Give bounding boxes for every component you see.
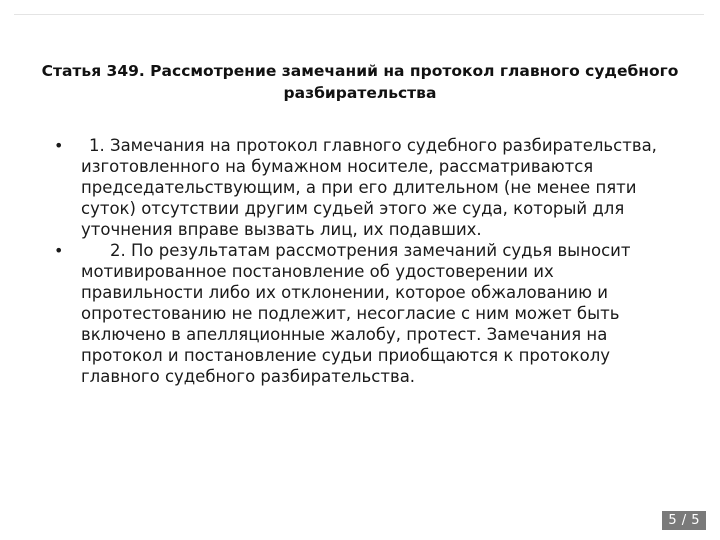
bullet-text: 1. Замечания на протокол главного судебного разбирательства, изготовленного на бумажном носителе, рассматриваются председательствующим, а при его длительном (не менее пяти суток) отсутствии другим судьей этого же суда, который для уточнения вправе вызвать лиц, их подавших. xyxy=(81,136,657,239)
bullet-list xyxy=(50,135,680,387)
list-item xyxy=(50,135,680,240)
page-counter: 5 / 5 xyxy=(662,511,706,530)
bullet-marker: • xyxy=(54,241,64,260)
bullet-marker: • xyxy=(54,136,64,155)
list-item xyxy=(50,240,680,387)
bullet-text: 2. По результатам рассмотрения замечаний судья выносит мотивированное постановление об удостоверении их правильности либо их отклонении, которое обжалованию и опротестованию не подлежит, несогласие с ним может быть включено в апелляционные жалобу, протест. Замечания на протокол и постановление судьи приобщаются к протоколу главного судебного разбирательства. xyxy=(81,241,631,386)
slide-title: Статья 349. Рассмотрение замечаний на протокол главного судебного разбирательства xyxy=(41,62,679,102)
